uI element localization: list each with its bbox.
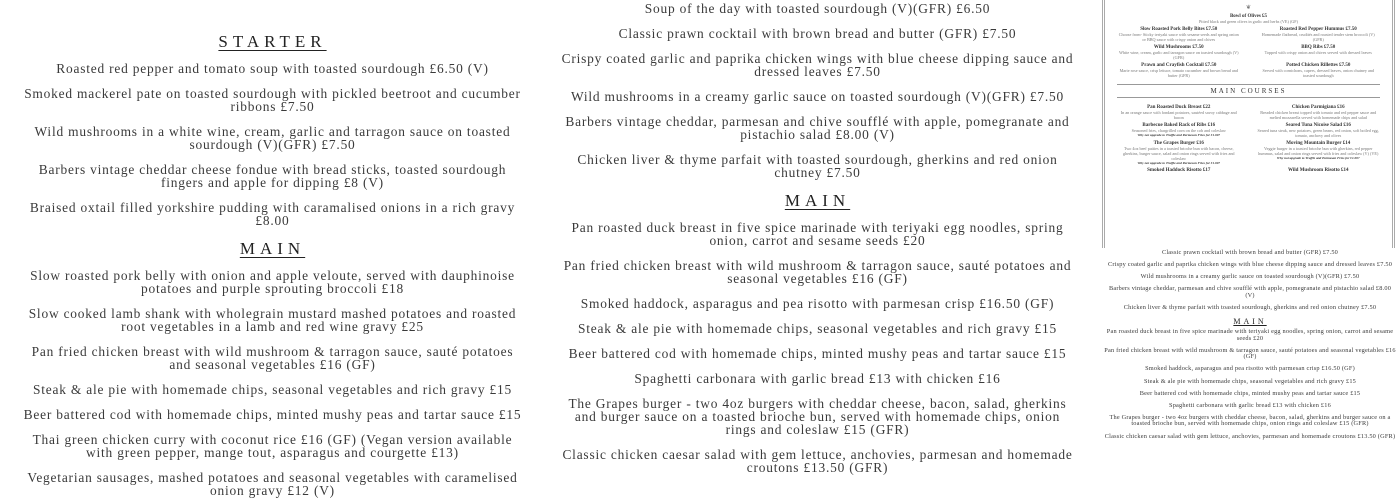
menu-item: Beer battered cod with homemade chips, minted mushy peas and tartar sauce £15 xyxy=(23,407,522,422)
menu-item: Classic prawn cocktail with brown bread and butter (GFR) £7.50 xyxy=(1161,249,1339,256)
dish-card xyxy=(1117,102,1241,120)
dish-desc: Homemade flatbread, crudités and roasted tender stem broccoli (V) (GFR) xyxy=(1261,32,1375,42)
dish-card xyxy=(1117,138,1241,165)
menu-item: Crispy coated garlic and paprika chicken wings with blue cheese dipping sauce and dressed leaves £7.50 xyxy=(561,51,1074,79)
dish-card xyxy=(1257,120,1381,138)
menu-item: Braised oxtail filled yorkshire pudding with caramalised onions in a rich gravy £8.00 xyxy=(29,200,516,228)
dish-desc: Veggie burger in a toasted brioche bun with gherkins, red pepper hummus, salad and onion rings served with fries and coleslaw (V) (VE) xyxy=(1258,146,1379,156)
menu-item: Crispy coated garlic and paprika chicken wings with blue cheese dipping sauce and dressed leaves £7.50 xyxy=(1107,261,1393,269)
dish-desc: Pitted black and green olives in garlic and herbs (VE) (GF) xyxy=(1198,19,1299,24)
menu-item: Beer battered cod with homemade chips, minted mushy peas and tartar sauce £15 xyxy=(568,346,1067,361)
dish-upgrade-note: Why not upgrade to Truffle and Parmesan Fries for £1.00? xyxy=(1137,161,1221,165)
section-heading: MAIN xyxy=(1233,317,1267,327)
section-heading: MAIN COURSES xyxy=(1117,84,1380,98)
dish-card xyxy=(1117,120,1241,138)
menu-page-right xyxy=(1100,0,1400,500)
dish-title: Pan Roasted Duck Breast £22 xyxy=(1147,105,1211,110)
dish-card xyxy=(1117,42,1241,60)
section-heading: STARTER xyxy=(218,32,327,51)
dish-title: BBQ Ribs £7.50 xyxy=(1301,45,1336,50)
menu-item: The Grapes burger - two 4oz burgers with cheddar cheese, bacon, salad, gherkins and burger sauce on a toasted brioche bun, served with homemade chips, onion rings and coleslaw £15 (GFR) xyxy=(1109,413,1391,428)
dish-desc: Two 4oz beef patties in a toasted brioche bun with bacon, cheese, gherkins, burger sauce, salad and onion rings served with fries and coleslaw xyxy=(1122,146,1235,161)
menu-flow xyxy=(1100,250,1400,446)
menu-item: Roasted red pepper and tomato soup with toasted sourdough £6.50 (V) xyxy=(56,61,489,76)
menu-item: Pan fried chicken breast with wild mushroom & tarragon sauce, sauté potatoes and seasonal vegetables £16 (GF) xyxy=(563,258,1072,286)
dish-title: Seared Tuna Nicoise Salad £16 xyxy=(1285,123,1351,128)
printed-menu-card xyxy=(1102,0,1395,248)
menu-item: Steak & ale pie with homemade chips, seasonal vegetables and rich gravy £15 xyxy=(1143,377,1357,385)
dish-desc: Choose from- Sticky teriyaki sauce with sesame seeds and spring onion or BBQ sauce with crispy onion and chives xyxy=(1118,32,1239,42)
menu-item: Smoked mackerel pate on toasted sourdough with pickled beetroot and cucumber ribbons £7.50 xyxy=(24,86,521,114)
menu-item: Slow roasted pork belly with onion and apple veloute, served with dauphinoise potatoes and purple sprouting broccoli £18 xyxy=(30,268,515,296)
menu-item: Wild mushrooms in a white wine, cream, garlic and tarragon sauce on toasted sourdough (V)(GFR) £7.50 xyxy=(34,124,511,152)
menu-item: Pan roasted duck breast in five spice marinade with teriyaki egg noodles, spring onion, carrot and sesame seeds £20 xyxy=(1106,328,1394,342)
menu-item: Smoked haddock, asparagus and pea risotto with parmesan crisp £16.50 (GF) xyxy=(580,296,1055,311)
menu-item: Classic prawn cocktail with brown bread and butter (GFR) £7.50 xyxy=(618,26,1017,41)
menu-item: Barbers vintage cheddar cheese fondue with bread sticks, toasted sourdough fingers and apple for dipping £8 (V) xyxy=(38,162,507,190)
dish-title: Potted Chicken Rillettes £7.50 xyxy=(1286,63,1351,68)
ornament-icon: ❦ xyxy=(1245,5,1252,11)
menu-item: Classic chicken caesar salad with gem lettuce, anchovies, parmesan and homemade croutons £13.50 (GFR) xyxy=(562,447,1073,475)
dish-desc: Breaded chicken breast topped with tomato and red pepper sauce and melted mozzarella served with homemade chips and salad xyxy=(1260,110,1377,120)
dish-title: Slow Roasted Pork Belly Bites £7.50 xyxy=(1140,27,1218,32)
menu-item: Wild mushrooms in a creamy garlic sauce on toasted sourdough (V)(GFR) £7.50 xyxy=(1140,273,1360,281)
section-heading: MAIN xyxy=(239,239,306,258)
menu-item: The Grapes burger - two 4oz burgers with cheddar cheese, bacon, salad, gherkins and burger sauce on a toasted brioche bun, served with homemade chips, onion rings and coleslaw £15 (GFR) xyxy=(568,396,1067,437)
menu-item: Classic chicken caesar salad with gem lettuce, anchovies, parmesan and homemade croutons £13.50 (GFR) xyxy=(1104,432,1396,440)
dish-desc: Marie rose sauce, crisp lettuce, tomato cucumber and brown bread and butter (GFR) xyxy=(1119,68,1238,78)
dish-card xyxy=(1257,42,1381,60)
menu-item: Chicken liver & thyme parfait with toasted sourdough, gherkins and red onion chutney £7.50 xyxy=(577,152,1058,180)
dish-card xyxy=(1117,165,1241,173)
menu-item: Soup of the day with toasted sourdough (V)(GFR) £6.50 xyxy=(644,1,991,16)
dish-title: Chicken Parmigiana £16 xyxy=(1291,105,1345,110)
menu-item: Steak & ale pie with homemade chips, seasonal vegetables and rich gravy £15 xyxy=(577,321,1058,336)
dish-upgrade-note: Why not upgrade to Truffle and Parmesan Fries for £1.00? xyxy=(1137,133,1221,137)
menu-flow xyxy=(545,2,1090,486)
menu-item: Pan fried chicken breast with wild mushroom & tarragon sauce, sauté potatoes and seasonal vegetables £16 (GF) xyxy=(31,344,514,372)
dish-card xyxy=(1257,138,1381,165)
dish-desc: In an orange sauce with fondant potatoes, sautéed savoy cabbage and bacon xyxy=(1120,110,1237,120)
dish-card xyxy=(1257,60,1381,78)
dish-desc: Seared tuna steak, new potatoes, green beans, red onion, soft boiled egg, tomato, anchovy and olives xyxy=(1257,128,1379,138)
menu-item: Vegetarian sausages, mashed potatoes and seasonal vegetables with caramelised onion gravy £12 (V) xyxy=(27,470,518,498)
menu-item: Thai green chicken curry with coconut rice £16 (GF) (Vegan version available with green pepper, mange tout, asparagus and courgette £13) xyxy=(32,432,513,460)
menu-item: Chicken liver & thyme parfait with toasted sourdough, gherkins and red onion chutney £7.50 xyxy=(1123,303,1377,311)
menu-item: Steak & ale pie with homemade chips, seasonal vegetables and rich gravy £15 xyxy=(32,382,513,397)
dish-title: Barbecue Baked Rack of Ribs £16 xyxy=(1142,123,1216,128)
dish-card xyxy=(1257,24,1381,42)
menu-page-middle xyxy=(545,0,1090,500)
dish-card xyxy=(1257,165,1381,173)
menu-item: Slow cooked lamb shank with wholegrain mustard mashed potatoes and roasted root vegetables in a lamb and red wine gravy £25 xyxy=(28,306,517,334)
dish-desc: White wine, cream, garlic and tarragon sauce on toasted sourdough (V) (GFR) xyxy=(1118,50,1239,60)
dish-title: The Grapes Burger £16 xyxy=(1153,141,1204,146)
dish-card xyxy=(1117,24,1241,42)
dish-card xyxy=(1117,60,1241,78)
menu-item: Wild mushrooms in a creamy garlic sauce on toasted sourdough (V)(GFR) £7.50 xyxy=(570,89,1065,104)
menu-item: Spaghetti carbonara with garlic bread £13 with chicken £16 xyxy=(1169,401,1331,409)
dish-title: Bowl of Olives £5 xyxy=(1229,14,1268,19)
dish-card xyxy=(1257,102,1381,120)
dish-title: Wild Mushroom Risotto £14 xyxy=(1287,168,1349,173)
menu-page-left xyxy=(0,0,545,500)
menu-item: Pan roasted duck breast in five spice marinade with teriyaki egg noodles, spring onion, carrot and sesame seeds £20 xyxy=(571,220,1064,248)
menu-flow xyxy=(0,20,545,500)
section-heading: MAIN xyxy=(784,191,851,210)
dish-title: Moving Mountain Burger £14 xyxy=(1286,141,1351,146)
menu-item: Pan fried chicken breast with wild mushroom & tarragon sauce, sauté potatoes and seasonal vegetables £16 (GF) xyxy=(1104,346,1396,361)
dish-upgrade-note: Why not upgrade to Truffle and Parmesan Fries for £1.00? xyxy=(1276,156,1360,160)
starters-grid xyxy=(1117,24,1380,78)
menu-item: Beer battered cod with homemade chips, minted mushy peas and tartar sauce £15 xyxy=(1139,389,1361,397)
menu-item: Barbers vintage cheddar, parmesan and chive soufflé with apple, pomegranate and pistachio salad £8.00 (V) xyxy=(565,114,1070,142)
dish-title: Prawn and Crayfish Cocktail £7.50 xyxy=(1141,63,1217,68)
dish-desc: Served with cornichons, capers, dressed leaves, onion chutney and toasted sourdough xyxy=(1262,68,1375,78)
dish-title: Smoked Haddock Risotto £17 xyxy=(1147,168,1211,173)
menu-item: Spaghetti carbonara with garlic bread £13 with chicken £16 xyxy=(634,371,1001,386)
menu-item: Barbers vintage cheddar, parmesan and chive soufflé with apple, pomegranate and pistachio salad £8.00 (V) xyxy=(1108,285,1392,299)
dish-desc: Topped with crispy onion and chives served with dressed leaves xyxy=(1264,50,1372,55)
dish-title: Roasted Red Pepper Hummus £7.50 xyxy=(1279,27,1357,32)
mains-grid xyxy=(1117,102,1380,173)
menu-item: Smoked haddock, asparagus and pea risotto with parmesan crisp £16.50 (GF) xyxy=(1145,365,1355,373)
dish-title: Wild Mushrooms £7.50 xyxy=(1153,45,1204,50)
dish-desc: Seasoned fries, chargrilled corn on the cob and coleslaw xyxy=(1131,128,1226,133)
